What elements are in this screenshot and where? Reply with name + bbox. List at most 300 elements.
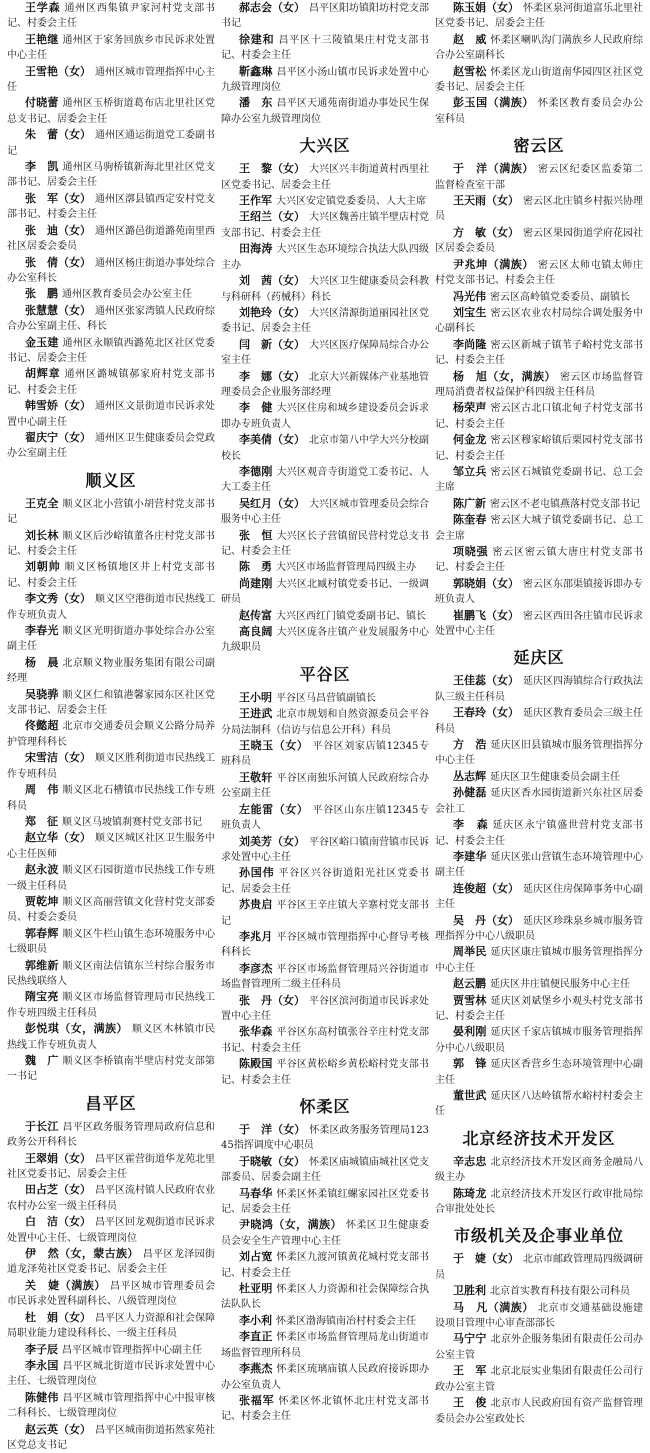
person-name: 王 黎（女）	[239, 162, 305, 176]
person-entry	[221, 305, 429, 337]
person-entry	[7, 926, 215, 958]
person-title: 通州区潞邑街道潞苑南里西社区居委会委员	[7, 225, 215, 253]
person-name: 杨荣声	[453, 401, 487, 415]
person-title: 大兴区市场监督管理局四级主办	[276, 562, 416, 574]
person-name: 崔鹏飞（女）	[453, 608, 519, 622]
person-name: 佟懿超	[25, 719, 59, 733]
person-title: 密云区密云镇大唐庄村党支部书记、村委会主任	[435, 547, 643, 574]
person-title: 怀柔区泉河街道富乐北里社区党委书记、居委会主任	[435, 3, 643, 30]
person-entry	[7, 1182, 215, 1214]
person-name: 方 浩	[453, 738, 487, 752]
person-name: 赵云鹏	[453, 977, 486, 991]
person-name: 韩雪娇（女）	[25, 399, 91, 413]
person-name: 郭春辉	[25, 926, 59, 940]
person-name: 刘宝生	[453, 305, 487, 319]
person-name: 赵传富	[239, 608, 272, 622]
person-title: 顺义区光明街道办事处综合办公室副主任	[7, 626, 216, 653]
person-title: 怀柔区市场监督管理局龙山街道市场监督管理所科员	[221, 1332, 430, 1359]
person-name: 项晓强	[453, 545, 489, 558]
person-entry	[7, 528, 215, 560]
person-entry	[435, 1283, 643, 1299]
person-entry	[7, 303, 215, 335]
person-title: 顺义区空港街道市民热线工作专班负责人	[7, 594, 215, 621]
person-title: 平谷区王辛庄镇大辛寨村党支部书记	[221, 900, 430, 927]
person-name: 王 军	[453, 1364, 487, 1378]
person-name: 于 洋（女）	[239, 1123, 306, 1136]
person-entry	[7, 1310, 215, 1342]
person-name: 王春玲（女）	[453, 706, 519, 720]
person-entry	[7, 1342, 215, 1358]
section-heading: 市级机关及企事业单位	[453, 1226, 624, 1246]
person-name: 连俊超（女）	[453, 881, 519, 895]
person-entry	[221, 528, 429, 560]
person-entry	[221, 929, 429, 961]
person-name: 魏 广	[25, 1054, 59, 1067]
person-title: 平谷区东高村镇张谷辛庄村党支部书记、村委会主任	[221, 1027, 430, 1054]
person-name: 王作军	[239, 194, 272, 208]
person-title: 怀柔区人力资源和社会保障综合执法队队长	[221, 1284, 430, 1311]
person-name: 李永国	[25, 1358, 59, 1372]
person-name: 李 娜（女）	[239, 369, 305, 383]
section-heading: 延庆区	[513, 648, 565, 668]
person-title: 大兴区魏善庄镇半壁店村党支部书记、村委会主任	[221, 212, 429, 239]
person-name: 白 洁（女）	[25, 1215, 91, 1229]
person-entry	[7, 1422, 215, 1453]
person-name: 李燕杰	[239, 1362, 273, 1376]
person-name: 李春光	[25, 624, 59, 638]
person-entry	[221, 241, 429, 273]
person-title: 怀柔区九渡河镇黄花城村党支部书记、村委会主任	[221, 1252, 430, 1279]
person-title: 怀柔区琉璃庙镇人民政府接诉即办办公室负责人	[221, 1364, 430, 1391]
person-title: 昌平区政务服务管理局政府信息和政务公开科科长	[7, 1121, 216, 1149]
person-name: 方 敏（女）	[453, 225, 519, 239]
person-entry	[7, 1053, 215, 1085]
person-name: 马春华	[239, 1186, 273, 1200]
person-entry	[221, 897, 429, 929]
person-entry	[435, 1300, 643, 1332]
person-name: 孙健磊	[453, 786, 487, 800]
person-name: 冯光伟	[453, 289, 486, 303]
person-name: 伊 然（女，蒙古族）	[25, 1247, 139, 1261]
person-title: 昌平区小汤山镇市民诉求处置中心九级管理岗位	[221, 66, 430, 94]
person-entry	[221, 95, 429, 127]
person-title: 平谷区马昌营镇副镇长	[276, 692, 376, 704]
person-title: 顺义区北石槽镇市民热线工作专班科员	[7, 785, 216, 812]
person-name: 张 恒	[239, 528, 273, 542]
person-title: 北京顺义物业服务集团有限公司副经理	[7, 657, 216, 685]
person-title: 延庆区康庄镇城市服务管理指挥分中心主任	[435, 947, 644, 974]
person-name: 李 健	[239, 401, 273, 415]
person-entry	[7, 1119, 215, 1151]
person-title: 顺义区胜利街道市民热线工作专班科员	[7, 753, 215, 780]
section-heading: 怀柔区	[299, 1097, 351, 1116]
person-name: 张 丹（女）	[239, 993, 305, 1007]
person-entry	[435, 785, 643, 817]
person-entry	[221, 400, 429, 432]
person-name: 吴红月（女）	[239, 496, 305, 510]
person-entry	[7, 1246, 215, 1278]
person-name: 赵云英（女）	[25, 1422, 91, 1436]
person-title: 大兴区住房和城乡建设委员会诉求即办专班负责人	[221, 403, 430, 430]
person-entry	[435, 193, 643, 225]
person-name: 徐建和	[239, 32, 275, 46]
person-name: 贾雪林	[453, 993, 487, 1007]
person-title: 平谷区山东庄镇12345专班负责人	[221, 804, 430, 832]
person-entry	[7, 95, 215, 127]
person-title: 顺义区仁和镇港馨家园东区社区党支部书记、居委会主任	[7, 689, 216, 717]
person-name: 郝志会（女）	[239, 1, 305, 14]
person-name: 周 伟	[25, 783, 59, 797]
person-entry	[7, 862, 215, 894]
person-title: 平谷区滨河街道市民诉求处置中心主任	[221, 995, 429, 1022]
column-2	[218, 0, 432, 1423]
person-name: 陈玉娟（女）	[453, 1, 519, 14]
person-name: 何金龙	[453, 433, 487, 447]
person-entry	[7, 223, 215, 255]
person-name: 王翠娟（女）	[25, 1151, 91, 1165]
person-title: 延庆区香营乡生态环境管理中心副主任	[435, 1059, 644, 1086]
person-name: 刘艳玲（女）	[239, 305, 305, 319]
person-title: 延庆区千家店镇城市服务管理指挥分中心八级职员	[435, 1027, 644, 1054]
person-title: 延庆区珍珠泉乡城市服务管理指挥分中心八级职员	[435, 915, 643, 942]
person-name: 王敬轩	[239, 770, 273, 784]
person-entry	[221, 559, 429, 575]
person-name: 辛志忠	[453, 1154, 487, 1168]
person-title: 怀柔区渤海镇南冶村村委会主任	[276, 1315, 416, 1327]
person-title: 通州区城市管理指挥中心主任	[7, 66, 215, 94]
person-title: 北京首实教育科技有限公司科员	[490, 1286, 630, 1298]
person-name: 丛志辉	[453, 769, 486, 783]
person-title: 延庆区教育委员会三级主任科员	[435, 708, 643, 735]
person-title: 通州区玉桥街道葛布店北里社区党总支书记、居委会主任	[7, 98, 216, 125]
person-entry	[7, 687, 215, 719]
person-name: 高良阔	[239, 625, 273, 639]
person-title: 延庆区井庄镇便民服务中心主任	[490, 979, 630, 991]
person-name: 马宁宁	[453, 1332, 487, 1346]
person-title: 顺义区木林镇市民热线工作专班负责人	[7, 1024, 215, 1051]
person-entry	[7, 0, 215, 32]
person-entry	[7, 559, 215, 591]
person-title: 昌平区城市管理委员会市民诉求处置科副科长、八级管理岗位	[7, 1280, 215, 1308]
person-name: 刘占宽	[239, 1250, 273, 1264]
person-name: 孙国伟	[239, 866, 275, 880]
person-entry	[435, 369, 643, 401]
person-name: 李德刚	[239, 464, 273, 478]
person-entry	[435, 225, 643, 257]
person-entry	[221, 802, 429, 834]
person-title: 大兴区生态环境综合执法大队四级主办	[221, 244, 430, 271]
person-title: 通州区张家湾镇人民政府综合办公室副主任、科长	[7, 305, 215, 333]
person-name: 关 婕（满族）	[25, 1278, 106, 1292]
person-name: 郑 征	[25, 814, 58, 828]
person-title: 密云区古北口镇北甸子村党支部书记、村委会主任	[435, 403, 644, 430]
person-title: 平谷区市场监督管理局兴谷街道市场监督管理所二级主任科员	[221, 963, 430, 991]
person-entry	[221, 32, 429, 64]
person-entry	[7, 366, 215, 398]
person-name: 王进武	[239, 707, 273, 721]
person-entry	[221, 1056, 429, 1088]
person-entry	[221, 1154, 429, 1186]
person-name: 于晓敏（女）	[239, 1154, 305, 1168]
person-title: 昌平区流村镇人民政府农业农村办公室一级主任科员	[7, 1185, 215, 1212]
person-title: 昌平区城市管理指挥中心副主任	[62, 1344, 202, 1356]
person-entry	[221, 1393, 429, 1425]
person-title: 大兴区医疗保障局综合办公室主任	[221, 339, 429, 367]
person-title: 怀柔区政务服务管理局12345指挥调度中心职员	[221, 1125, 429, 1152]
person-name: 赵立华（女）	[25, 831, 91, 845]
person-entry	[435, 544, 643, 576]
person-entry	[221, 369, 429, 401]
person-name: 李兆月	[239, 929, 273, 943]
person-name: 宋雪洁（女）	[25, 751, 91, 765]
person-entry	[435, 673, 643, 705]
person-entry	[221, 337, 429, 369]
person-title: 通州区西集镇尹家河村党支部书记、村委会主任	[7, 3, 215, 30]
person-title: 延庆区永宁镇盛世营村党支部书记、村委会主任	[435, 820, 643, 847]
person-entry	[435, 400, 643, 432]
person-title: 昌平区城市管理指挥中心中报审核二科科长、七级管理岗位	[7, 1392, 216, 1420]
person-name: 郭晓娟（女）	[453, 576, 519, 590]
person-title: 怀柔区庙城镇庙城社区党支部委员、居委会副主任	[221, 1156, 429, 1184]
person-entry	[435, 737, 643, 769]
person-title: 通州区马驹桥镇新海北里社区党支部书记、居委会主任	[7, 162, 216, 189]
person-name: 郭维新	[25, 958, 59, 972]
person-entry	[221, 64, 429, 96]
person-title: 昌平区天通苑南街道办事处民生保障办公室九级管理岗位	[221, 98, 430, 125]
person-title: 北京经济技术开发区行政审批局综合审批处处长	[435, 1188, 644, 1216]
section-heading: 顺义区	[85, 470, 137, 490]
section-heading: 密云区	[513, 136, 565, 156]
person-title: 昌平区回龙观街道市民诉求处置中心主任、七级管理岗位	[7, 1217, 215, 1244]
person-name: 李建华	[453, 849, 487, 863]
person-name: 潘 东	[239, 96, 273, 110]
person-name: 金玉建	[25, 335, 59, 349]
person-title: 密云区不老屯镇燕落村党支部书记	[490, 498, 640, 510]
person-name: 王佳蕊（女）	[453, 674, 519, 688]
person-title: 延庆区四海镇综合行政执法队三级主任科员	[435, 676, 643, 703]
person-title: 平谷区峪口镇南营镇市民诉求处置中心主任	[221, 836, 429, 863]
person-name: 卫胜利	[453, 1284, 486, 1298]
person-title: 怀柔区龙山街道南华园四区社区党委书记、居委会主任	[435, 66, 644, 94]
person-entry	[7, 623, 215, 655]
person-entry	[435, 976, 643, 992]
person-title: 大兴区清源街道丽园社区党委书记、居委会主任	[221, 307, 429, 335]
person-title: 延庆区张山营镇生态环境管理中心副主任	[435, 851, 644, 879]
person-title: 平谷区城市管理指挥中心督导考核科科长	[221, 931, 430, 959]
person-entry	[221, 608, 429, 624]
person-entry	[221, 993, 429, 1025]
person-entry	[7, 830, 215, 862]
person-title: 顺义区马坡镇刹赛村党支部书记	[62, 816, 202, 828]
person-name: 王天雨（女）	[453, 194, 519, 208]
person-title: 密云区石城镇党委副书记、总工会主席	[435, 466, 644, 494]
column-3	[432, 0, 646, 1425]
person-name: 陈 勇	[239, 560, 272, 574]
person-name: 王克全	[25, 496, 59, 510]
person-title: 昌平区阳坊镇阳坊村党支部书记	[221, 3, 429, 30]
person-name: 陈殿国	[239, 1057, 273, 1071]
person-title: 延庆区旧县镇城市服务管理指挥分中心主任	[435, 740, 644, 767]
person-entry	[221, 1249, 429, 1281]
person-title: 通州区文景街道市民诉求处置中心副主任	[7, 401, 215, 428]
person-name: 李 凯	[25, 160, 59, 174]
person-title: 顺义区石园街道市民热线工作专班一级主任科员	[7, 865, 216, 892]
person-name: 张 迪（女）	[25, 223, 91, 237]
person-entry	[435, 1154, 643, 1186]
person-entry	[7, 127, 215, 159]
person-name: 于长江	[25, 1119, 59, 1133]
person-title: 北京市邮政管理局四级调研员	[435, 1254, 643, 1281]
person-entry	[7, 894, 215, 926]
person-title: 北京外企服务集团有限责任公司办公室主管	[435, 1334, 644, 1361]
person-entry	[435, 305, 643, 337]
person-name: 张慧慧（女）	[25, 303, 91, 317]
person-title: 昌平区城北街道市民诉求处置中心主任、七级管理岗位	[7, 1360, 216, 1388]
person-entry	[221, 0, 429, 32]
person-entry	[221, 738, 429, 770]
person-name: 彭玉国（满族）	[453, 96, 534, 110]
column-1	[4, 0, 218, 1451]
person-title: 通州区卫生健康委员会党政办公室副主任	[7, 432, 215, 460]
person-title: 通州区漷县镇西定安村党支部书记、村委会主任	[7, 193, 215, 221]
person-entry	[435, 576, 643, 608]
person-name: 赵永波	[25, 863, 59, 877]
person-name: 靳鑫琳	[239, 64, 273, 78]
person-entry	[7, 32, 215, 64]
person-title: 北京大兴新媒体产业基地管理委员会企业服务部经理	[221, 371, 429, 398]
person-entry	[435, 337, 643, 369]
person-name: 于 洋（满族）	[453, 162, 534, 176]
person-entry	[7, 1021, 215, 1053]
person-entry	[7, 1151, 215, 1183]
person-title: 怀柔区教育委员会办公室科员	[435, 98, 643, 125]
person-title: 通州区潞城镇郝家府村党支部书记、村委会主任	[7, 369, 215, 396]
person-entry	[7, 496, 215, 528]
section-heading: 平谷区	[299, 664, 351, 684]
person-entry	[435, 705, 643, 737]
person-entry	[435, 1056, 643, 1088]
person-entry	[7, 1358, 215, 1390]
person-name: 周举民	[453, 945, 487, 959]
person-name: 刘长林	[25, 528, 59, 542]
person-title: 怀柔区卫生健康委员会安全生产管理中心主任	[221, 1220, 429, 1247]
person-title: 怀柔区喇叭沟门满族乡人民政府综合办公室副科长	[435, 34, 644, 62]
person-entry	[435, 95, 643, 127]
person-name: 田占芝（女）	[25, 1183, 91, 1197]
person-name: 张福军	[239, 1393, 275, 1407]
person-title: 通州区通运街道党工委副书记	[7, 130, 215, 157]
person-title: 北京市第八中学大兴分校副校长	[221, 435, 429, 462]
person-title: 密云区果园街道学府花园社区居委会委员	[435, 227, 643, 255]
person-title: 延庆区八达岭镇帮水峪村村委会主任	[435, 1091, 644, 1118]
person-entry	[221, 161, 429, 193]
person-title: 延庆区香水园街道新兴东社区居委会社工	[435, 788, 644, 815]
person-name: 左能雷（女）	[239, 802, 309, 816]
person-title: 平谷区黄松峪乡黄松峪村党支部书记、村委会主任	[221, 1059, 430, 1086]
person-entry	[435, 944, 643, 976]
person-entry	[435, 608, 643, 640]
person-entry	[7, 159, 215, 191]
person-entry	[221, 1361, 429, 1393]
person-title: 通州区杨庄街道办事处综合办公室科长	[7, 257, 215, 284]
person-title: 顺义区南法信镇东兰村综合服务市民热线联络人	[7, 960, 216, 987]
person-title: 延庆区卫生健康委员会副主任	[490, 771, 620, 783]
person-entry	[221, 865, 429, 897]
person-entry	[435, 817, 643, 849]
person-entry	[435, 512, 643, 544]
person-entry	[7, 814, 215, 830]
person-entry	[435, 913, 643, 945]
person-entry	[435, 257, 643, 289]
person-title: 通州区永顺镇西潞苑北区社区党委书记、居委会主任	[7, 337, 216, 364]
person-name: 刘美芳（女）	[239, 834, 305, 848]
person-entry	[435, 1363, 643, 1395]
person-entry	[221, 576, 429, 608]
person-entry	[221, 1186, 429, 1218]
person-name: 刘朝帅	[25, 560, 61, 574]
section-heading: 北京经济技术开发区	[462, 1128, 616, 1148]
person-entry	[435, 0, 643, 32]
person-entry	[7, 1278, 215, 1310]
person-entry	[7, 782, 215, 814]
person-name: 吴 丹（女）	[453, 913, 519, 927]
person-title: 密云区穆家峪镇后栗园村党支部书记、村委会主任	[435, 435, 644, 462]
person-title: 密云区太师屯镇太师庄村党支部书记、村委会主任	[435, 259, 643, 287]
person-name: 于 婕（女）	[453, 1252, 519, 1266]
person-entry	[7, 430, 215, 462]
person-name: 贾乾坤	[25, 894, 59, 908]
person-title: 顺义区后沙峪镇董各庄村党支部书记、村委会主任	[7, 530, 216, 557]
person-title: 平谷区刘家店镇12345专班科员	[221, 741, 430, 768]
person-entry	[221, 706, 429, 738]
person-title: 顺义区高丽营镇文化营村党支部委员、村委会委员	[7, 896, 216, 924]
person-entry	[7, 718, 215, 750]
person-title: 密云区东邵渠镇接诉即办专班负责人	[435, 578, 643, 606]
person-entry	[435, 432, 643, 464]
person-name: 杜 娟（女）	[25, 1310, 91, 1324]
person-title: 大兴区卫生健康委员会科教与科研科（药械科）科长	[221, 276, 429, 303]
person-entry	[221, 1281, 429, 1313]
person-title: 密云区市场监督管理局消费者权益保护科四级主任科员	[435, 371, 643, 398]
person-name: 朱 蕾（女）	[25, 128, 91, 142]
person-name: 陈健伟	[25, 1390, 59, 1404]
person-title: 北京经济技术开发区商务金融局八级主办	[435, 1156, 644, 1184]
person-entry	[435, 161, 643, 193]
person-title: 密云区农业农村局综合调处服务中心副科长	[435, 307, 644, 335]
person-name: 杨 旭（女，满族）	[453, 369, 556, 383]
person-entry	[435, 1186, 643, 1218]
section-heading: 昌平区	[85, 1093, 137, 1113]
person-name: 马 凡（满族）	[453, 1300, 534, 1314]
person-name: 尹兆坤（满族）	[453, 257, 534, 271]
person-title: 昌平区十三陵镇果庄村党支部书记、村委会主任	[221, 34, 429, 62]
person-title: 顺义区李桥镇南半壁店村党支部第一书记	[7, 1056, 216, 1083]
person-entry	[7, 64, 215, 96]
person-entry	[221, 1217, 429, 1249]
person-title: 密云区西田各庄镇市民诉求处置中心主任	[435, 610, 643, 638]
person-entry	[221, 1313, 429, 1329]
person-entry	[435, 881, 643, 913]
person-entry	[435, 1395, 643, 1427]
person-entry	[435, 1024, 643, 1056]
person-entry	[7, 191, 215, 223]
person-name: 付晓蕾	[25, 96, 59, 110]
person-title: 大兴区长子营镇留民营村党总支书记、村委会主任	[221, 530, 430, 557]
person-entry	[435, 1251, 643, 1283]
person-name: 张 倩（女）	[25, 255, 91, 269]
person-title: 北京市交通委员会顺义公路分局养护管理科科长	[7, 721, 216, 748]
person-entry	[7, 591, 215, 623]
